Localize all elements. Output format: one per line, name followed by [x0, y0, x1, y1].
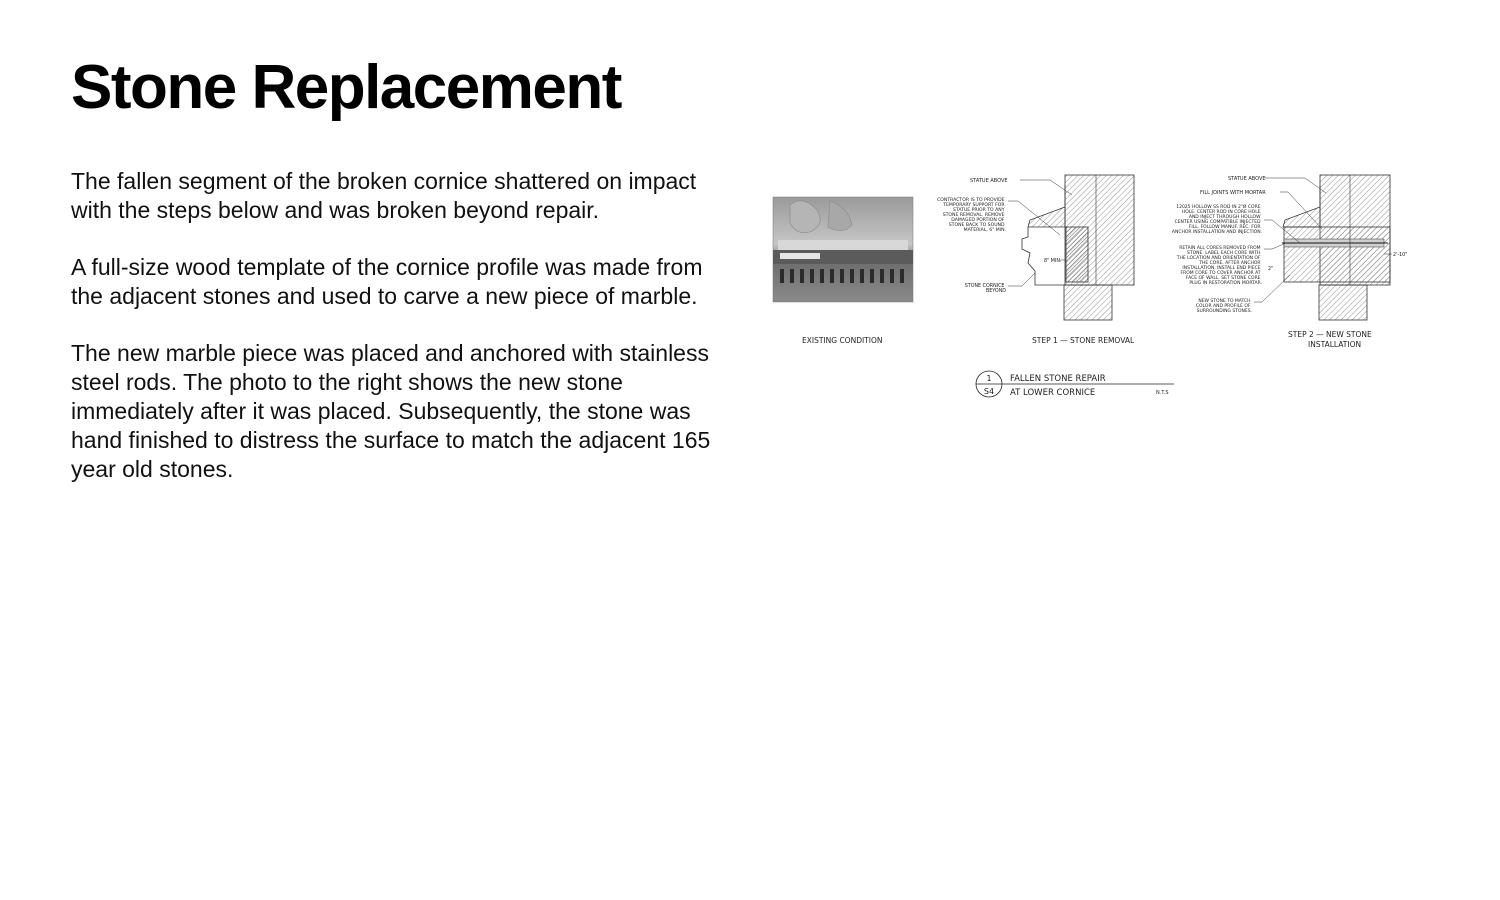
- callout-title-line2: AT LOWER CORNICE: [1010, 388, 1096, 398]
- note-hollow-rod: 12025 HOLLOW SS ROD IN 2"Ø CORE HOLE. CENTER ROD IN CORE HOLE AND INJECT THROUGH HOLLOW CENTER USING COMPATIBLE INJECTED FILL. FOLLOW MANUF. REC. FOR ANCHOR INSTALLATION AND INJECTION.: [1171, 205, 1262, 235]
- callout-title-line1: FALLEN STONE REPAIR: [1010, 374, 1106, 384]
- step1-section-drawing: [1022, 175, 1134, 320]
- note-stone-cornice-beyond: STONE CORNICE BEYOND: [964, 284, 1006, 294]
- step2-section-drawing: [1282, 175, 1390, 320]
- note-fill-joints: FILL JOINTS WITH MORTAR: [1200, 190, 1266, 196]
- callout-sheet: S4: [983, 387, 995, 396]
- note-retain-cores: RETAIN ALL CORES REMOVED FROM STONE. LABEL EACH CORE WITH THE LOCATION AND ORIENTATION OF THE CORE. AFTER ANCHOR INSTALLATION, INSTALL END PIECE FROM CORE TO COVER ANCHOR AT FACE OF WALL. SET STONE CORE PLUG IN RESTORATION MORTAR.: [1176, 246, 1262, 286]
- note-two-inch: 2": [1268, 267, 1274, 272]
- callout-number: 1: [986, 374, 992, 383]
- label-step2-line1: STEP 2 — NEW STONE: [1288, 330, 1372, 339]
- body-text: [71, 167, 711, 512]
- label-existing-condition: EXISTING CONDITION: [802, 336, 883, 345]
- existing-condition-photo: [773, 197, 913, 302]
- note-statue-above-step1: STATUE ABOVE: [970, 178, 1008, 184]
- note-contractor-support: CONTRACTOR IS TO PROVIDE TEMPORARY SUPPORT FOR STATUE PRIOR TO ANY STONE REMOVAL. REMOVE DAMAGED PORTION OF STONE BACK TO SOUND MATERIAL, 6" MIN.: [937, 198, 1006, 233]
- note-statue-above-step2: STATUE ABOVE: [1228, 176, 1266, 182]
- note-eight-inch-min: 8" MIN.: [1044, 259, 1062, 264]
- paragraph-new-marble: The new marble piece was placed and anchored with stainless steel rods. The photo to the right shows the new stone immediately after it was placed. Subsequently, the stone was hand finished to distress the surface to match the adjacent 165 year old stones.: [71, 340, 711, 482]
- page-title: Stone Replacement: [71, 53, 621, 122]
- callout-scale: N.T.S: [1156, 390, 1169, 396]
- paragraph-fallen-segment: The fallen segment of the broken cornice shattered on impact with the steps below and was broken beyond repair.: [71, 168, 697, 223]
- paragraph-wood-template: A full-size wood template of the cornice profile was made from the adjacent stones and used to carve a new piece of marble.: [71, 254, 703, 309]
- label-step2-line2: INSTALLATION: [1308, 340, 1362, 349]
- detail-callout: [976, 371, 1174, 398]
- repair-detail-figure: [760, 165, 1440, 410]
- note-new-stone: NEW STONE TO MATCH COLOR AND PROFILE OF SURROUNDING STONES.: [1195, 299, 1252, 314]
- repair-detail-drawing: [760, 165, 1440, 410]
- note-dimension: 2'-10": [1393, 253, 1408, 258]
- label-step1-stone-removal: STEP 1 — STONE REMOVAL: [1032, 336, 1135, 345]
